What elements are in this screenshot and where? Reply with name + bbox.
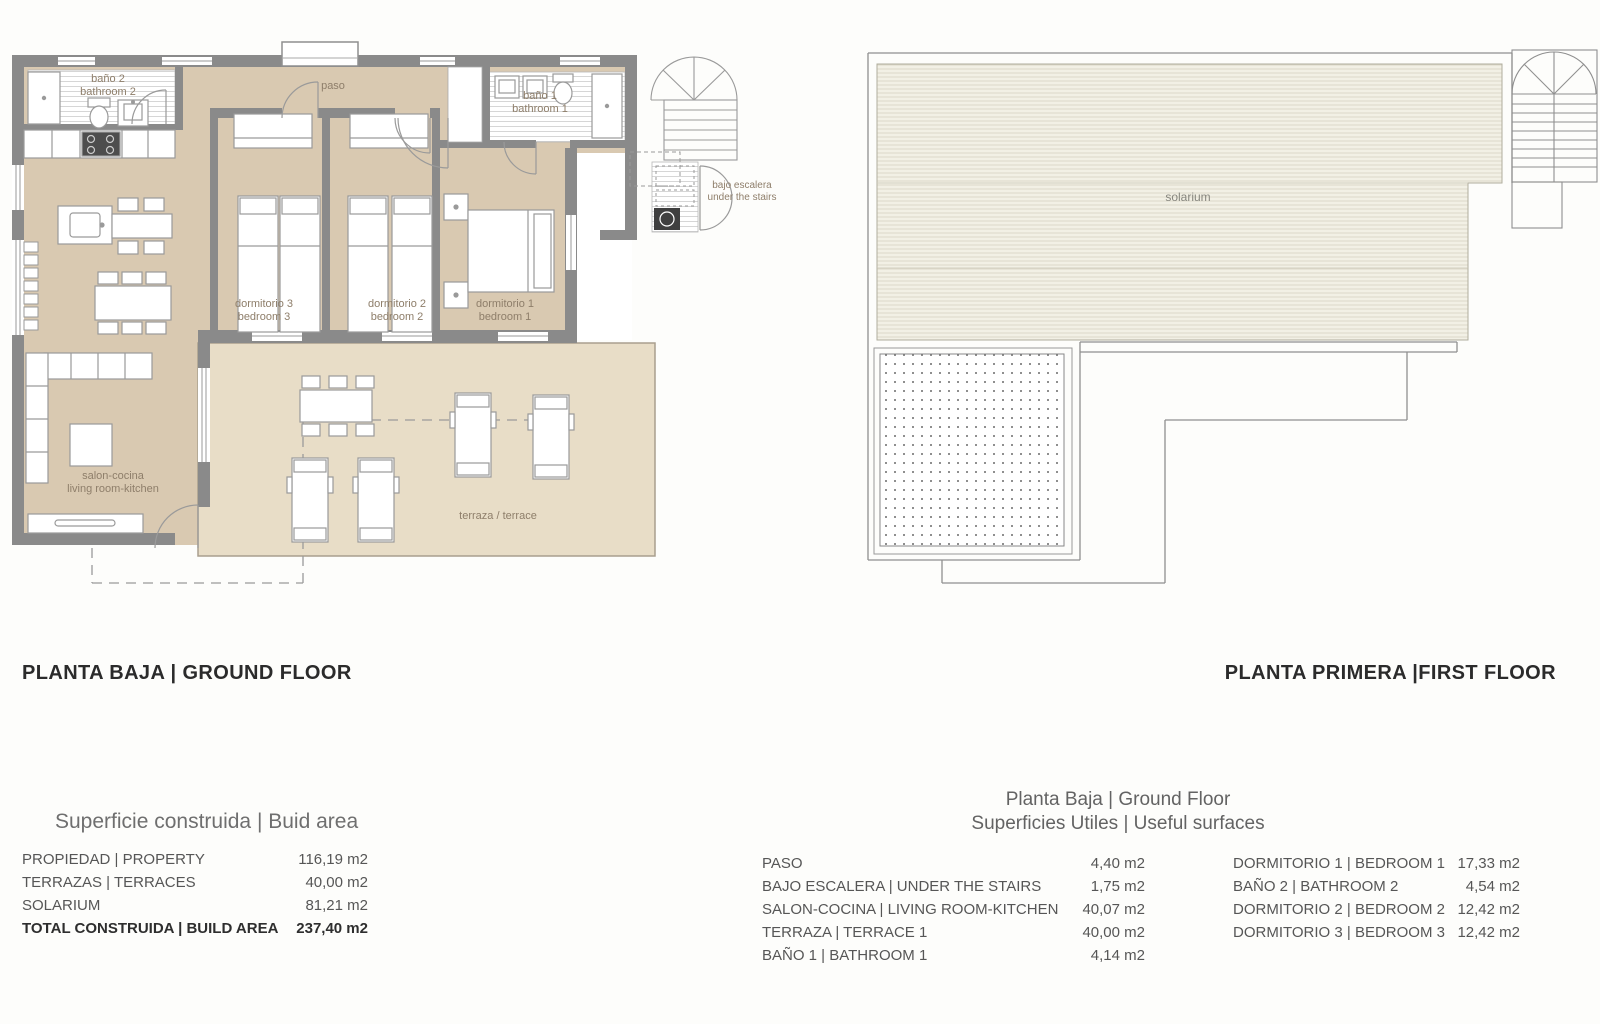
row-label: DORMITORIO 1 | BEDROOM 1 <box>1233 855 1445 872</box>
first-floor-title: PLANTA PRIMERA |FIRST FLOOR <box>1224 662 1556 684</box>
left-wall-slats <box>24 242 38 330</box>
table-row <box>762 898 1145 921</box>
row-value: 4,14 m2 <box>1090 947 1145 964</box>
table-row <box>22 848 368 871</box>
row-value: 4,54 m2 <box>1465 878 1520 895</box>
row-label: SALON-COCINA | LIVING ROOM-KITCHEN <box>762 901 1059 918</box>
row-value: 17,33 m2 <box>1457 855 1520 872</box>
table-row <box>1233 921 1520 944</box>
row-label: TERRAZAS | TERRACES <box>22 874 196 891</box>
row-value: 40,00 m2 <box>1082 924 1145 941</box>
row-value: 12,42 m2 <box>1457 901 1520 918</box>
row-value: 116,19 m2 <box>298 851 368 868</box>
label-bathroom1: baño 1 bathroom 1 <box>512 90 568 115</box>
useful-header-line2: Superficies Utiles | Useful surfaces <box>971 813 1265 834</box>
table-row <box>762 875 1145 898</box>
table-row <box>1233 852 1520 875</box>
pergola-area <box>874 348 1072 554</box>
label-living-room: salon-cocina living room-kitchen <box>67 470 159 495</box>
label-under-stairs: bajo escalera under the stairs <box>707 180 777 203</box>
row-label: BAÑO 2 | BATHROOM 2 <box>1233 878 1399 895</box>
stairs-ground <box>651 57 737 160</box>
row-value: 81,21 m2 <box>305 897 368 914</box>
row-label: TOTAL CONSTRUIDA | BUILD AREA <box>22 920 279 937</box>
table-row <box>22 894 368 917</box>
row-label: DORMITORIO 3 | BEDROOM 3 <box>1233 924 1445 941</box>
table-row-total <box>22 917 368 940</box>
row-value: 4,40 m2 <box>1090 855 1145 872</box>
useful-surfaces-header <box>858 788 1378 836</box>
first-floor-plan <box>868 50 1597 583</box>
useful-surfaces-right-column <box>1233 852 1520 944</box>
useful-header-line1: Planta Baja | Ground Floor <box>1005 789 1231 810</box>
ground-floor-title: PLANTA BAJA | GROUND FLOOR <box>22 662 352 684</box>
table-row <box>1233 898 1520 921</box>
table-row <box>1233 875 1520 898</box>
table-row <box>762 944 1145 967</box>
row-label: PROPIEDAD | PROPERTY <box>22 851 205 868</box>
build-area-header: Superficie construida | Buid area <box>55 810 359 833</box>
row-label: BAÑO 1 | BATHROOM 1 <box>762 947 928 964</box>
label-paso: paso <box>321 80 345 92</box>
row-value: 40,07 m2 <box>1082 901 1145 918</box>
label-bedroom3: dormitorio 3 bedroom 3 <box>234 298 294 323</box>
row-value: 40,00 m2 <box>305 874 368 891</box>
build-area-table <box>22 810 368 940</box>
row-label: PASO <box>762 855 803 872</box>
label-bedroom2: dormitorio 2 bedroom 2 <box>367 298 427 323</box>
label-bedroom1: dormitorio 1 bedroom 1 <box>475 298 535 323</box>
bay-window <box>282 42 358 66</box>
row-value: 12,42 m2 <box>1457 924 1520 941</box>
stairs-first <box>1512 50 1597 228</box>
row-label: TERRAZA | TERRACE 1 <box>762 924 928 941</box>
table-row <box>22 871 368 894</box>
row-label: BAJO ESCALERA | UNDER THE STAIRS <box>762 878 1042 895</box>
label-terrace: terraza / terrace <box>459 510 537 522</box>
row-label: DORMITORIO 2 | BEDROOM 2 <box>1233 901 1445 918</box>
table-row <box>762 921 1145 944</box>
row-value: 237,40 m2 <box>296 920 368 937</box>
kitchen <box>24 130 175 158</box>
row-value: 1,75 m2 <box>1090 878 1145 895</box>
useful-surfaces-left-column <box>762 852 1145 967</box>
row-label: SOLARIUM <box>22 897 101 914</box>
label-bathroom2: baño 2 bathroom 2 <box>80 73 136 98</box>
table-row <box>762 852 1145 875</box>
terrace-floor <box>198 343 655 556</box>
label-solarium: solarium <box>1165 190 1211 204</box>
